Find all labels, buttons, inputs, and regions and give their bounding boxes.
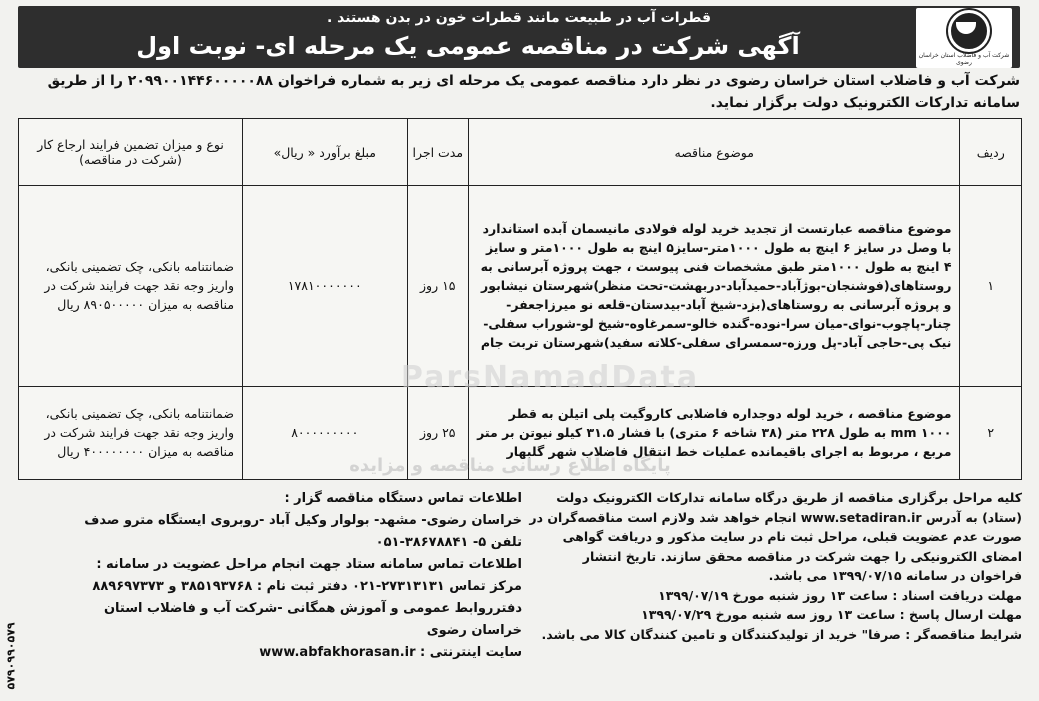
side-code	[2, 600, 20, 696]
contact-phone: تلفن ۵- ۳۸۶۷۸۸۴۱-۰۵۱	[375, 535, 522, 550]
header-amount: مبلغ برآورد « ریال»	[243, 119, 407, 186]
row-guarantee: ضمانتنامه بانکی، چک تضمینی بانکی، واریز وجه نقد جهت فرایند شرکت در مناقصه به میزان ۸۹۰۵۰۰۰۰۰ ریال	[19, 186, 243, 387]
website: سایت اینترنتی : www.abfakhorasan.ir	[259, 645, 522, 660]
intro-paragraph: شرکت آب و فاضلاب استان خراسان رضوی در نظر دارد مناقصه عمومی یک مرحله ای زیر به شماره فراخوان ۲۰۹۹۰۰۱۴۴۶۰۰۰۰۰۸۸ را از طریق سامانه تدارکات الکترونیک دولت برگزار نماید.	[47, 73, 1020, 111]
procedure-info	[528, 488, 1022, 644]
header-subject: موضوع مناقصه	[469, 119, 960, 186]
header-num: ردیف	[960, 119, 1022, 186]
row-guarantee: ضمانتنامه بانکی، چک تضمینی بانکی، واریز وجه نقد جهت فرایند شرکت در مناقصه به میزان ۴۰۰۰۰۰۰۰۰ ریال	[19, 386, 243, 479]
slogan: قطرات آب در طبیعت مانند قطرات خون در بدن هستند .	[326, 10, 712, 26]
procedure-text: کلیه مراحل برگزاری مناقصه از طریق درگاه سامانه تدارکات الکترونیک دولت (ستاد) به آدرس www.setadiran.ir انجام خواهد شد ولازم است مناقصه‌گران در صورت عدم عضویت قبلی، مراحل ثبت نام در سایت مذکور و دریافت گواهی امضای الکترونیکی را جهت شرکت در مناقصه محقق سازند. تاریخ انتشار فراخوان در سامانه ۱۳۹۹/۰۷/۱۵ می باشد.	[529, 490, 1022, 583]
watermark-brand: ParsNamadData	[400, 360, 700, 395]
watermark-site: پایگاه اطلاع رسانی مناقصه و مزایده	[349, 455, 671, 476]
row-amount: ۸۰۰۰۰۰۰۰۰۰	[243, 386, 407, 479]
pr-office: دفترروابط عمومی و آموزش همگانی -شرکت آب و فاضلاب استان خراسان رضوی	[103, 601, 522, 638]
document-deadline: مهلت دریافت اسناد : ساعت ۱۳ روز شنبه مورخ ۱۳۹۹/۰۷/۱۹	[658, 587, 1022, 603]
header-duration: مدت اجرا	[407, 119, 469, 186]
contact-heading: اطلاعات تماس دستگاه مناقصه گزار :	[284, 491, 522, 506]
table-header-row	[19, 119, 1022, 186]
row-num: ۱	[960, 186, 1022, 387]
header-banner	[18, 6, 1020, 68]
row-subject: موضوع مناقصه عبارتست از تجدید خرید لوله فولادی مانیسمان آبده استاندارد با وصل در سایز ۶ اینچ به طول ۱۰۰۰متر-سایز۵ اینچ به طول ۱۰۰۰متر و سایز ۴ اینچ به طول ۱۰۰۰متر طبق مشخصات فنی پیوست ، جهت پروژه آبرسانی به روستاهای(فوشنجان-بوژآباد-حمیدآباد-دربهشت-تحت منظر)شهرستان نیشابور و پروژه آبرسانی به روستاهای(بزد-شیخ آباد-بیدستان-قلعه نو میرزاجعفر-چنار-پاچوب-نوای-میان سرا-نوده-گنده خالو-سمرغاوه-شیخ لو-شوراب سفلی-نیک پی-حاجی آباد-پل ورزه-سمسرای سفلی-کلاته سفید)شهرستان تربت جام	[469, 186, 960, 387]
contact-address: خراسان رضوی- مشهد- بولوار وکیل آباد -روبروی ایستگاه مترو صدف	[84, 513, 522, 528]
side-code-text: ۵۷۹۰۹۹۰۵۷۹	[4, 622, 18, 690]
logo-caption: شرکت آب و فاضلاب استان خراسان رضوی	[918, 52, 1010, 66]
header-guarantee: نوع و میزان تضمین فرایند ارجاع کار (شرکت در مناقصه)	[19, 119, 243, 186]
company-logo	[916, 8, 1012, 68]
row-amount: ۱۷۸۱۰۰۰۰۰۰۰	[243, 186, 407, 387]
row-subject: موضوع مناقصه ، خرید لوله دوجداره فاضلابی کاروگیت پلی اتیلن به قطر ۱۰۰۰ mm به طول ۲۲۸ متر (۳۸ شاخه ۶ متری) با فشار ۳۱.۵ کیلو نیوتن بر متر مربع ، مربوط به اجرای باقیمانده عملیات خط انتقال فاضلاب شهر گلبهار	[469, 386, 960, 479]
ad-title: آگهی شرکت در مناقصه عمومی یک مرحله ای- نوبت اول	[136, 32, 800, 60]
row-duration: ۱۵ روز	[407, 186, 469, 387]
setad-phones: مرکز تماس ۲۷۳۱۳۱۳۱-۰۲۱ دفتر ثبت نام : ۳۸۵۱۹۳۷۶۸ و ۸۸۹۶۹۷۳۷۳	[92, 579, 522, 594]
row-num: ۲	[960, 386, 1022, 479]
row-duration: ۲۵ روز	[407, 386, 469, 479]
setad-heading: اطلاعات تماس سامانه ستاد جهت انجام مراحل عضویت در سامانه :	[96, 557, 522, 572]
contact-info	[62, 488, 522, 664]
tender-table	[18, 118, 1022, 480]
table-row	[19, 186, 1022, 387]
bidder-conditions: شرایط مناقصه‌گر : صرفا" خرید از تولیدکنندگان و تامین کنندگان کالا می باشد.	[541, 626, 1022, 642]
response-deadline: مهلت ارسال پاسخ : ساعت ۱۳ روز سه شنبه مورخ ۱۳۹۹/۰۷/۲۹	[641, 607, 1022, 622]
